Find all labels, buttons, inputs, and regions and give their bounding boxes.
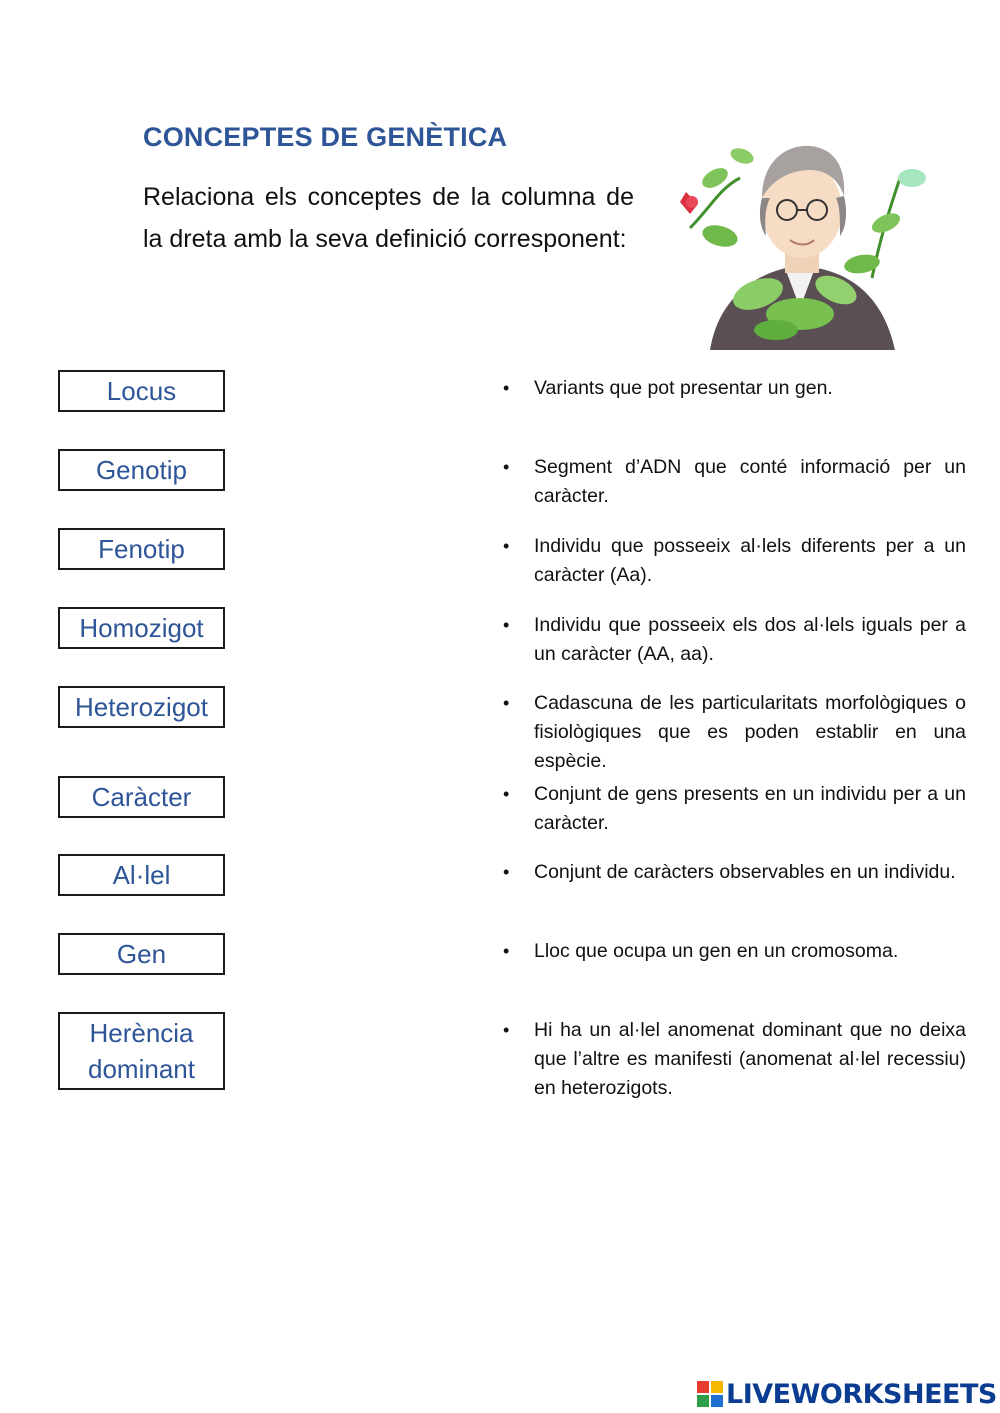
definition-item [503,453,966,511]
concept-box-genotip[interactable]: Genotip [58,449,225,491]
mendel-illustration [650,118,960,350]
definition-text: Segment d’ADN que conté informació per un caràcter. [534,456,966,507]
definition-item [503,780,966,838]
definition-item [503,858,966,887]
definition-item [503,689,966,776]
bullet-icon: • [503,693,510,713]
definition-item [503,937,966,966]
bullet-icon: • [503,784,510,804]
liveworksheets-wordmark: LIVEWORKSHEETS [726,1378,997,1410]
definition-text: Variants que pot presentar un gen. [534,377,833,399]
definition-text: Individu que posseeix al·lels diferents per a un caràcter (Aa). [534,535,966,586]
concept-box-herencia-dominant[interactable]: Herència dominant [58,1012,225,1090]
definition-text: Conjunt de gens presents en un individu per a un caràcter. [534,783,966,834]
bullet-icon: • [503,941,510,961]
bullet-icon: • [503,1020,510,1040]
bullet-icon: • [503,378,510,398]
definition-text: Cadascuna de les particularitats morfològiques o fisiològiques que es poden establir en una espècie. [534,692,966,772]
definition-text: Lloc que ocupa un gen en un cromosoma. [534,940,899,962]
definition-item [503,374,966,403]
concept-box-locus[interactable]: Locus [58,370,225,412]
concept-box-fenotip[interactable]: Fenotip [58,528,225,570]
bullet-icon: • [503,862,510,882]
page-title: CONCEPTES DE GENÈTICA [143,122,508,152]
concept-box-heterozigot[interactable]: Heterozigot [58,686,225,728]
concept-box-caracter[interactable]: Caràcter [58,776,225,818]
concept-box-homozigot[interactable]: Homozigot [58,607,225,649]
bullet-icon: • [503,536,510,556]
concept-box-gen[interactable]: Gen [58,933,225,975]
liveworksheets-logo-icon [697,1381,723,1407]
definition-text: Conjunt de caràcters observables en un individu. [534,861,956,883]
liveworksheets-logo [697,1378,997,1410]
concept-box-allel[interactable]: Al·lel [58,854,225,896]
instructions-text: Relaciona els conceptes de la columna de la dreta amb la seva definició corresponent: [143,183,634,253]
bullet-icon: • [503,457,510,477]
definition-text: Individu que posseeix els dos al·lels iguals per a un caràcter (AA, aa). [534,614,966,665]
definition-item [503,1016,966,1103]
definition-text: Hi ha un al·lel anomenat dominant que no deixa que l’altre es manifesti (anomenat al·lel recessiu) en heterozigots. [534,1019,966,1099]
definition-item [503,532,966,590]
definition-item [503,611,966,669]
bullet-icon: • [503,615,510,635]
